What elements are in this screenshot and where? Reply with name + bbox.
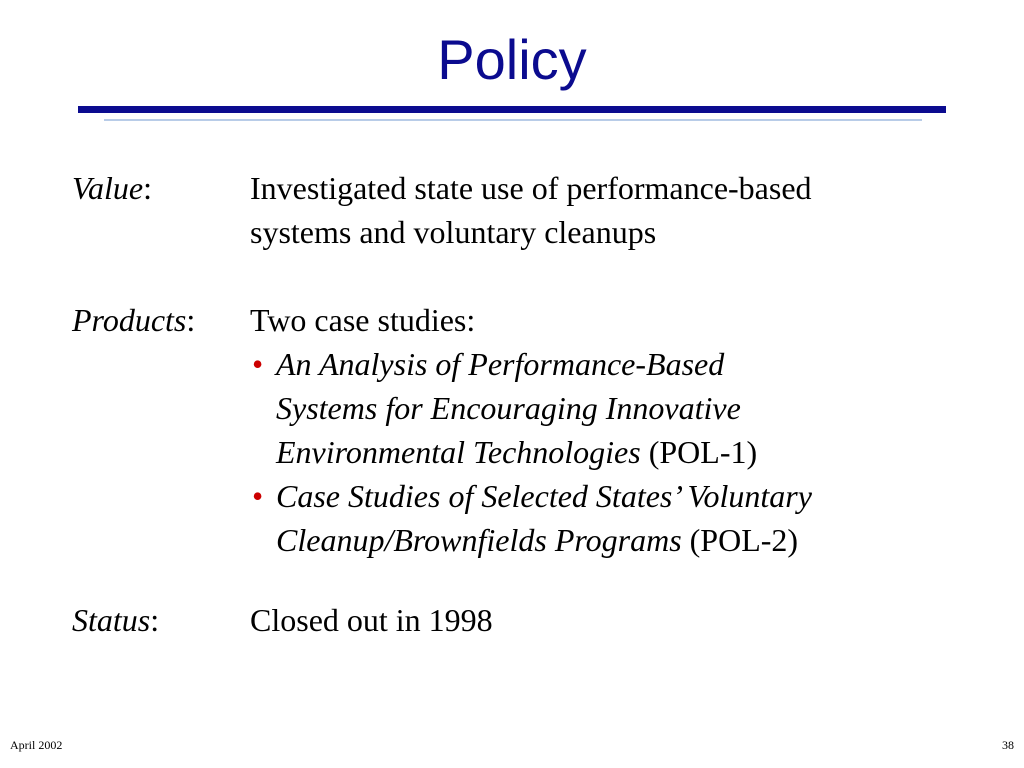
product-1-title-line-3-text: Environmental Technologies: [276, 434, 641, 470]
products-label-text: Products: [72, 302, 187, 338]
product-1-title-line-2: Systems for Encouraging Innovative: [276, 390, 741, 426]
status-label-colon: :: [150, 602, 160, 638]
footer-page-number: 38: [1002, 738, 1014, 752]
title-underline-thin: [104, 119, 922, 121]
products-intro: Two case studies:: [250, 302, 476, 338]
product-2-code: (POL-2): [681, 522, 799, 558]
products-content: [250, 298, 970, 562]
status-content: [250, 598, 970, 642]
value-content: [250, 166, 970, 254]
products-label: [72, 298, 195, 342]
product-2-title-line-2: [276, 518, 970, 562]
bullet-icon: •: [252, 346, 264, 382]
product-1-title-line-1: An Analysis of Performance-Based: [276, 346, 725, 382]
product-1-title-line-3: [276, 430, 970, 474]
value-label: [72, 166, 152, 210]
product-item-pol-1: [250, 342, 970, 474]
value-line-2: systems and voluntary cleanups: [250, 214, 657, 250]
status-label-text: Status: [72, 602, 151, 638]
page-title: Policy: [437, 28, 587, 91]
product-item-pol-2: [250, 474, 970, 562]
product-2-title-line-1: Case Studies of Selected States’ Voluntary: [276, 478, 812, 514]
value-label-text: Value: [72, 170, 144, 206]
bullet-icon: •: [252, 478, 264, 514]
value-line-1: Investigated state use of performance-based: [250, 170, 812, 206]
value-label-colon: :: [143, 170, 152, 206]
status-text: Closed out in 1998: [250, 602, 493, 638]
footer-date: April 2002: [10, 738, 63, 752]
product-2-title-line-2-text: Cleanup/Brownfields Programs: [276, 522, 682, 558]
product-1-code: (POL-1): [640, 434, 758, 470]
status-label: [72, 598, 159, 642]
title-underline-thick: [78, 106, 946, 113]
products-label-colon: :: [186, 302, 196, 338]
